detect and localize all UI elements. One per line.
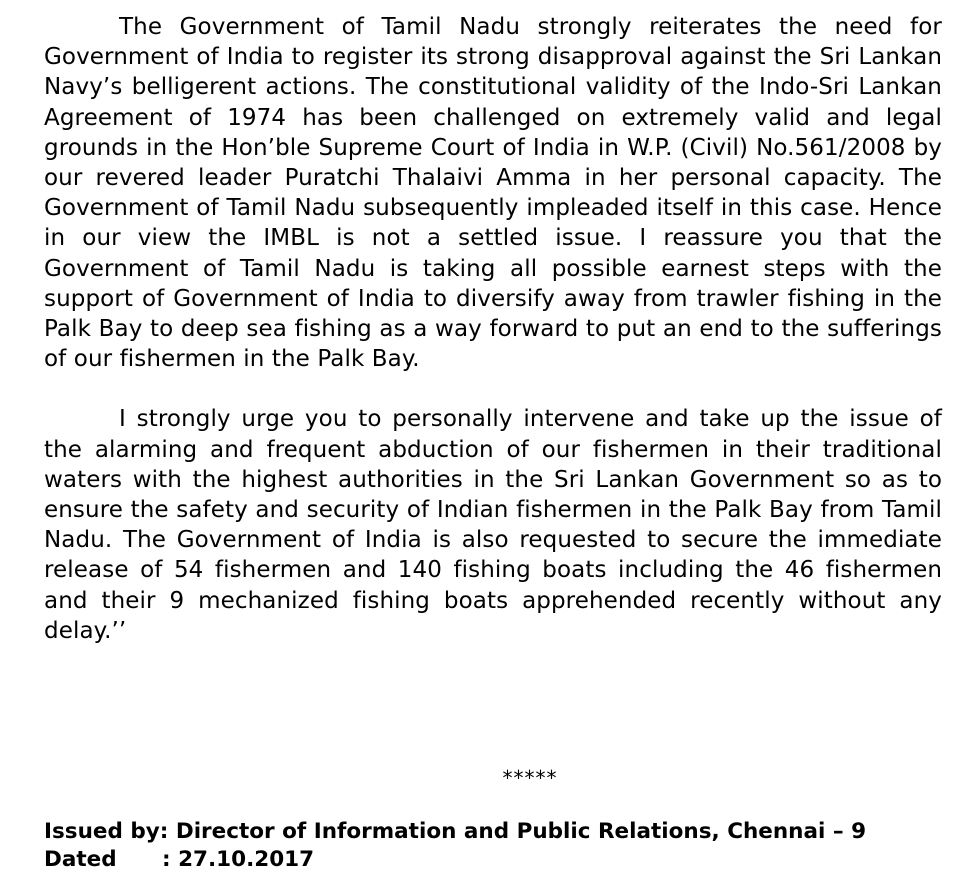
document-footer — [44, 818, 866, 874]
paragraph-appeal-release: I strongly urge you to personally intervene and take up the issue of the alarming and frequent abduction of our fishermen in their traditional waters with the highest authorities in the Sri Lankan Government so as to ensure the safety and security of Indian fishermen in the Palk Bay from Tamil Nadu. The Government of India is also requested to secure the immediate release of 54 fishermen and 140 fishing boats including the 46 fishermen and their 9 mechanized fishing boats apprehended recently without any delay.’’ — [44, 406, 942, 644]
dated-label: Dated — [44, 847, 117, 872]
section-separator: ***** — [502, 766, 558, 790]
issued-by-line: Issued by: Director of Information and Public Relations, Chennai – 9 — [44, 819, 867, 844]
dated-line — [44, 846, 866, 874]
dated-value: : 27.10.2017 — [162, 847, 315, 872]
paragraph-imbl-statement: The Government of Tamil Nadu strongly reiterates the need for Government of India to register its strong disapproval against the Sri Lankan Navy’s belligerent actions. The constitutional validity of the Indo-Sri Lankan Agreement of 1974 has been challenged on extremely valid and legal grounds in the Hon’ble Supreme Court of India in W.P. (Civil) No.561/2008 by our revered leader Puratchi Thalaivi Amma in her personal capacity. The Government of Tamil Nadu subsequently impleaded itself in this case. Hence in our view the IMBL is not a settled issue. I reassure you that the Government of Tamil Nadu is taking all possible earnest steps with the support of Government of India to diversify away from trawler fishing in the Palk Bay to deep sea fishing as a way forward to put an end to the sufferings of our fishermen in the Palk Bay. — [44, 14, 942, 373]
press-release-body — [44, 12, 942, 646]
